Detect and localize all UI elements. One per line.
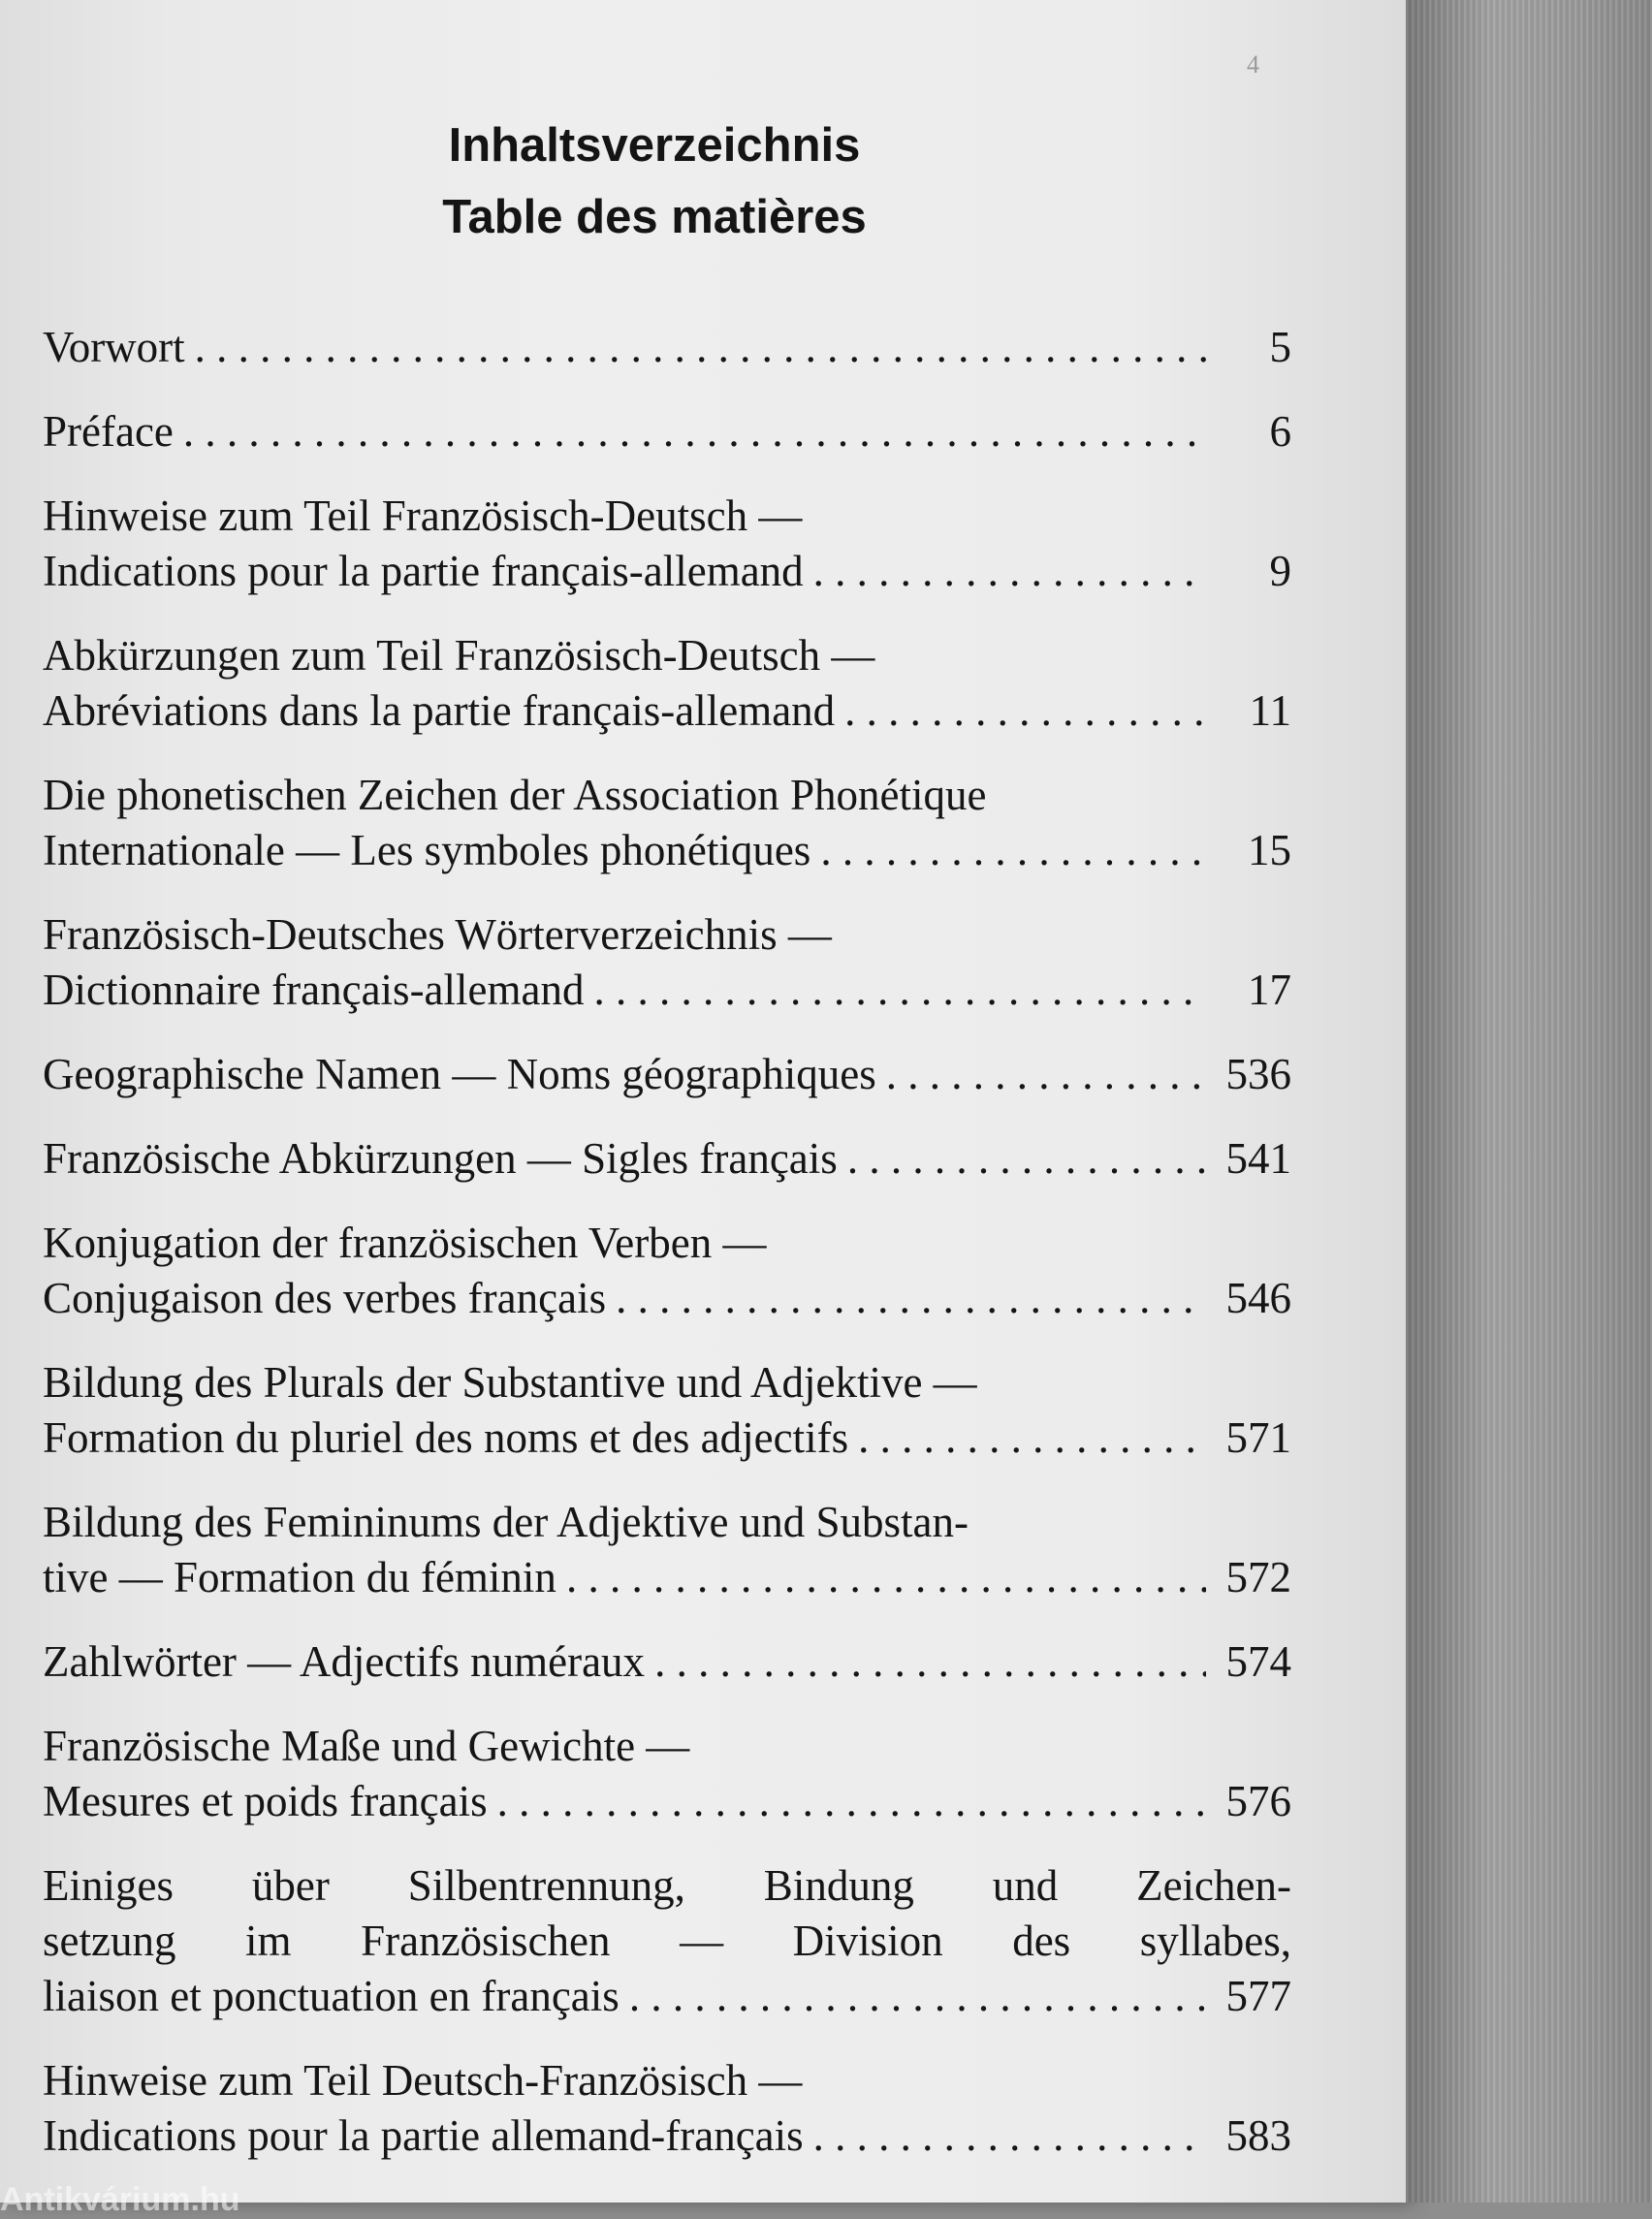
toc-entry-title: Préface [43,407,174,456]
toc-entry-line: Französische Maße und Gewichte — [43,1722,690,1770]
toc-entry-last-line [43,2108,1291,2164]
toc-entry [43,1719,1291,1829]
toc-entry-line: Konjugation der französischen Verben — [43,1219,767,1267]
toc-entry-line: Französisch-Deutsches Wörterverzeichnis — [43,910,832,959]
toc-entry-last-line [43,1634,1291,1690]
toc-page-number: 576 [1225,1777,1291,1825]
page-stack-edge [1406,0,1652,2203]
toc-page-number: 6 [1269,407,1291,456]
toc-entry [43,1047,1291,1102]
toc-entry [43,2053,1291,2164]
toc-entry-title: tive — Formation du féminin [43,1553,556,1601]
toc-entry-line: Bildung des Plurals der Substantive und Adjektive — [43,1358,977,1407]
heading-german: Inhaltsverzeichnis [448,119,861,172]
table-of-contents [43,320,1291,2193]
toc-entry [43,1858,1291,2024]
toc-entry-last-line [43,1550,1291,1605]
toc-entry-title: liaison et ponctuation en français [43,1972,620,2020]
toc-entry-title: Mesures et poids français [43,1777,488,1825]
toc-page-number: 9 [1269,547,1291,595]
toc-entry [43,1216,1291,1326]
toc-entry-last-line [43,1411,1291,1466]
toc-entry-title: Internationale — Les symboles phonétiques [43,826,811,874]
dot-leader [813,2108,1206,2164]
toc-entry-title: Indications pour la partie français-allemand [43,547,804,595]
toc-page-number: 541 [1225,1134,1291,1183]
heading-french: Table des matières [442,191,867,243]
toc-entry-last-line [43,1969,1291,2024]
toc-entry-line: setzung im Französischen — Division des syllabes, [43,1917,1291,1965]
toc-entry-last-line [43,1271,1291,1326]
toc-entry-last-line [43,1131,1291,1187]
toc-entry [43,768,1291,878]
dot-leader [183,404,1206,460]
toc-entry-title: Zahlwörter — Adjectifs numéraux [43,1637,646,1686]
toc-entry-title: Formation du pluriel des noms et des adjectifs [43,1413,849,1462]
toc-entry [43,907,1291,1018]
toc-page-number: 536 [1225,1050,1291,1098]
toc-page-number: 546 [1225,1274,1291,1322]
toc-entry-last-line [43,544,1291,599]
dot-leader [195,320,1206,375]
dot-leader [847,1131,1206,1187]
toc-entry-title: Französische Abkürzungen — Sigles français [43,1134,838,1183]
dot-leader [629,1969,1206,2024]
dot-leader [820,823,1206,878]
toc-entry [43,404,1291,460]
toc-entry-line: Abkürzungen zum Teil Französisch-Deutsch — [43,631,875,680]
dot-leader [593,963,1206,1018]
toc-entry-title: Geographische Namen — Noms géographiques [43,1050,876,1098]
toc-entry-last-line [43,683,1291,739]
toc-entry-last-line [43,320,1291,375]
toc-entry-last-line [43,823,1291,878]
dot-leader [813,544,1206,599]
page-folio: 4 [1247,50,1259,79]
toc-page-number: 571 [1225,1413,1291,1462]
toc-entry [43,1634,1291,1690]
dot-leader [844,683,1206,739]
toc-page-number: 15 [1248,826,1291,874]
toc-entry [43,1355,1291,1466]
toc-entry-line: Die phonetischen Zeichen der Association Phonétique [43,771,987,819]
dot-leader [497,1774,1206,1829]
dot-leader [566,1550,1206,1605]
toc-entry-line: Bildung des Femininums der Adjektive und Substan- [43,1498,969,1546]
toc-entry-last-line [43,1047,1291,1102]
toc-entry [43,1131,1291,1187]
toc-entry [43,628,1291,739]
toc-page-number: 17 [1248,966,1291,1014]
dot-leader [886,1047,1206,1102]
toc-entry-line: Einiges über Silbentrennung, Bindung und Zeichen- [43,1861,1291,1910]
dot-leader [858,1411,1206,1466]
toc-page-number: 574 [1225,1637,1291,1686]
toc-entry [43,1495,1291,1605]
toc-page-number: 11 [1249,686,1291,735]
toc-entry-title: Indications pour la partie allemand-français [43,2111,804,2160]
toc-page-number: 5 [1269,323,1291,371]
toc-entry [43,489,1291,599]
toc-entry-last-line [43,1774,1291,1829]
toc-entry-title: Abréviations dans la partie français-allemand [43,686,836,735]
toc-entry-title: Dictionnaire français-allemand [43,966,585,1014]
toc-entry-line: Hinweise zum Teil Französisch-Deutsch — [43,491,803,540]
toc-entry-line: Hinweise zum Teil Deutsch-Französisch — [43,2056,803,2105]
toc-entry-last-line [43,404,1291,460]
dot-leader [654,1634,1206,1690]
toc-entry [43,320,1291,375]
watermark: Antikvárium.hu [0,2181,240,2218]
toc-entry-title: Vorwort [43,323,185,371]
toc-page-number: 572 [1225,1553,1291,1601]
toc-page-number: 583 [1225,2111,1291,2160]
toc-entry-title: Conjugaison des verbes français [43,1274,607,1322]
toc-page-number: 577 [1225,1972,1291,2020]
toc-entry-last-line [43,963,1291,1018]
dot-leader [616,1271,1206,1326]
